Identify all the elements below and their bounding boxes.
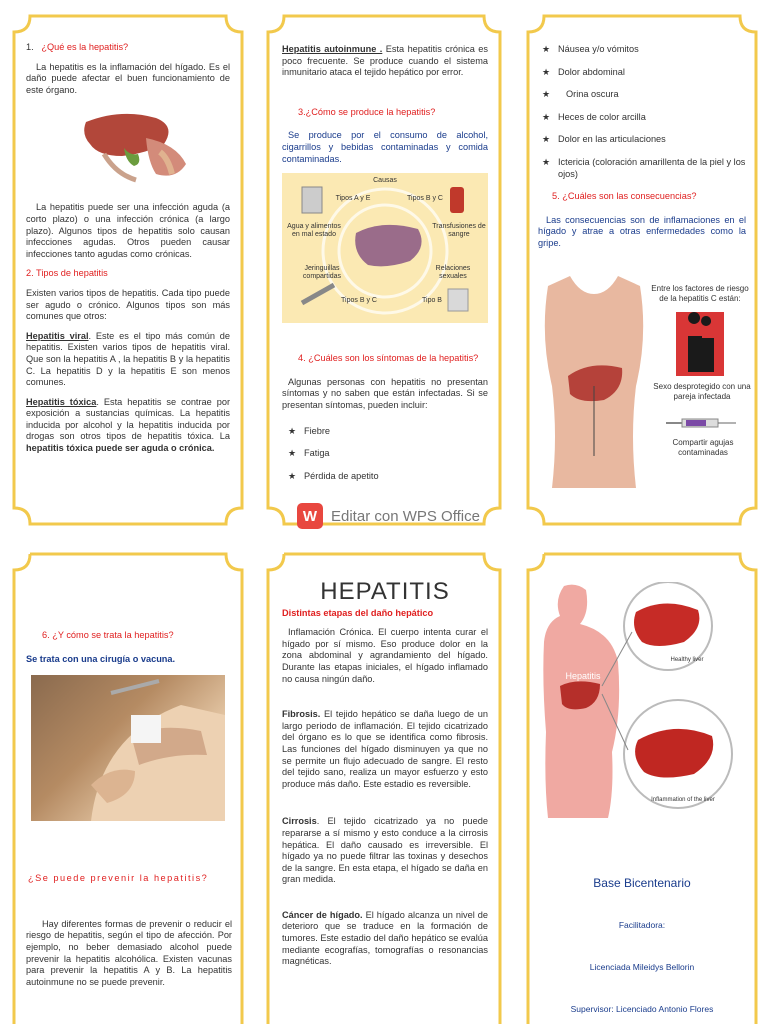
q6-title: 6. ¿Y cómo se trata la hepatitis?	[42, 630, 174, 640]
viral-text: . Este es el tipo más común de hepatitis. Existen varios tipos de hepatitis viral. Que son la hepatitis A , la hepatitis B y la hepatitis C. La hepatitis D y la hepatitis E son menos comunes.	[26, 330, 231, 388]
list-item	[540, 157, 746, 180]
prevent-text: Hay diferentes formas de prevenir o reducir el riesgo de hepatitis, según el tipo de afección. Por ejemplo, no beber demasiado alcohol puede prevenir la hepatitis alcohólica. Existen vacunas para prevenir la hepatitis A y B. La hepatitis autoinmune no se puede prevenir.	[26, 918, 232, 987]
star-icon: ★	[542, 111, 551, 122]
star-icon: ★	[542, 66, 551, 77]
q2-text: Existen varios tipos de hepatitis. Cada tipo puede ser agudo o crónico. Algunos tipos son más comunes que otros:	[26, 287, 230, 322]
symptom-label: Fatiga	[304, 448, 330, 459]
vaccination-photo	[31, 675, 225, 821]
risk-2: Compartir agujas contaminadas	[672, 438, 734, 457]
list-item	[286, 426, 488, 438]
liver-comparison-illustration	[542, 582, 742, 818]
symptom-label: Ictericia (coloración amarillenta de la piel y los ojos)	[558, 156, 746, 179]
cancer-label: Cáncer de hígado.	[282, 909, 363, 920]
diagram-label-types-bc: Tipos B y C	[407, 195, 443, 203]
body-label: Hepatitis	[565, 671, 601, 681]
list-item	[286, 448, 488, 460]
panel-6	[526, 552, 758, 1024]
star-icon: ★	[542, 156, 551, 167]
stage-cancer	[282, 910, 488, 968]
symptom-list-2	[538, 44, 746, 180]
toxic-paragraph	[26, 397, 230, 455]
list-item	[540, 112, 746, 124]
toxic-label: Hepatitis tóxica	[26, 396, 97, 407]
facilitator-name: Licenciada Mileidys Bellorin	[589, 962, 695, 972]
q1-text: La hepatitis es la inflamación del hígado. Es el daño puede afectar el buen funcionamiento de este órgano.	[26, 61, 230, 95]
symptom-label: Heces de color arcilla	[558, 111, 646, 122]
risk-title: Entre los factores de riesgo de la hepatitis C están:	[651, 284, 749, 303]
list-item	[540, 44, 746, 56]
autoimmune-paragraph	[282, 44, 488, 79]
cirrhosis-label: Cirrosis	[282, 816, 317, 827]
list-item	[540, 89, 746, 101]
star-icon: ★	[288, 425, 297, 436]
wps-watermark[interactable]	[297, 503, 480, 529]
q4-text: Algunas personas con hepatitis no presentan síntomas y no saben que están infectadas. Si se presentan síntomas, pueden incluir:	[282, 376, 488, 410]
healthy-liver-label: Healthy liver	[670, 657, 704, 663]
q5-text: Las consecuencias son de inflamaciones en el hígado y atrae a otras enfermedades como la gripe.	[538, 214, 746, 248]
liver-illustration	[26, 104, 230, 184]
panel-3	[526, 14, 758, 526]
panel-4	[12, 552, 244, 1024]
panel-2	[266, 14, 502, 526]
diagram-label-water: Agua y alimentos en mal estado	[287, 223, 341, 239]
symptom-list-1	[282, 426, 488, 483]
q2-title: 2. Tipos de hepatitis	[26, 268, 108, 279]
risk-1: Sexo desprotegido con una pareja infectada	[653, 382, 751, 401]
q1-title: ¿Qué es la hepatitis?	[41, 42, 129, 52]
facilitator-label: Facilitadora:	[618, 920, 666, 930]
q3-text: Se produce por el consumo de alcohol, cigarrillos y bebidas contaminadas y comida contaminadas.	[282, 130, 488, 164]
syringe-illustration	[666, 416, 736, 430]
star-icon: ★	[288, 448, 297, 459]
star-icon: ★	[542, 134, 551, 145]
symptom-label: Dolor abdominal	[558, 66, 625, 77]
toxic-bold: hepatitis tóxica puede ser aguda o crónica.	[26, 443, 215, 454]
wps-edit-link[interactable]: Editar con WPS Office	[331, 507, 480, 525]
autoimmune-label: Hepatitis autoinmune .	[282, 44, 383, 54]
list-item	[286, 471, 488, 483]
viral-paragraph	[26, 331, 230, 389]
fibrosis-text: El tejido hepático se daña luego de un largo periodo de inflamación. El tejido cicatrizado del órgano es lo que se identifica como fibrosis. Las funciones del hígado disminuyen ya que no se permite un flujo adecuado de sangre. El resto del tejido sano, realiza un mayor esfuerzo y esto produce más daño. Este estadio es reversible.	[282, 709, 488, 789]
couple-illustration	[676, 312, 724, 376]
q6-text: Se trata con una cirugía o vacuna.	[26, 653, 176, 664]
symptom-label: Pérdida de apetito	[304, 470, 379, 481]
diagram-label-syringes: Jeringuillas compartidas	[302, 265, 342, 281]
toxic-text: . Esta hepatitis se contrae por exposición a sustancias químicas. La hepatitis inducida por alcohol y la hepatitis inducida por drogas son otros tipos de hepatitis tóxica. La	[26, 396, 231, 442]
panel-5	[266, 552, 502, 1024]
q1-text-2: La hepatitis puede ser una infección aguda (a corto plazo) o una infección crónica (a largo plazo). Algunos tipos de hepatitis solo causan infecciones agudas. Otros pueden causar infecciones tanto agudas como crónicas.	[26, 202, 230, 259]
symptom-label: Orina oscura	[566, 89, 619, 100]
school-name: Base Bicentenario	[593, 876, 691, 890]
list-item	[540, 67, 746, 79]
star-icon: ★	[288, 470, 297, 481]
q3-title: 3.¿Cómo se produce la hepatitis?	[298, 106, 436, 117]
causes-diagram	[282, 173, 488, 323]
stage-cirrhosis	[282, 816, 488, 886]
fibrosis-label: Fibrosis.	[282, 709, 321, 720]
symptom-label: Náusea y/o vómitos	[558, 44, 639, 54]
wps-logo-icon: W	[297, 503, 323, 529]
inflamed-liver-label: Inflammation of the liver	[651, 797, 715, 803]
star-icon: ★	[542, 89, 551, 100]
stage-inflammation: Inflamación Crónica. El cuerpo intenta curar el hígado por sí mismo. Eso produce dolor en la zona abdominal y agrandamiento del hígado. Durante las etapas iniciales, el hígado inflamado no causa ningún daño.	[282, 627, 488, 684]
symptom-label: Fiebre	[304, 425, 331, 436]
subtitle: Distintas etapas del daño hepático	[282, 607, 434, 618]
supervisor-name: Supervisor: Licenciado Antonio Flores	[570, 1004, 714, 1014]
q1-number: 1.	[26, 42, 34, 52]
q5-title: 5. ¿Cuáles son las consecuencias?	[552, 191, 697, 202]
page-title: HEPATITIS	[320, 578, 450, 605]
diagram-title: Causas	[373, 177, 397, 185]
diagram-label-types-bc-2: Tipos B y C	[341, 297, 377, 305]
torso-illustration	[540, 276, 648, 488]
panel-1	[12, 14, 244, 526]
viral-label: Hepatitis viral	[26, 330, 89, 341]
q4-title: 4. ¿Cuáles son los síntomas de la hepatitis?	[298, 353, 479, 364]
cancer-text: El hígado alcanza un nivel de deterioro que se traduce en la formación de tumores. Este estadio del daño hepático se evalúa mediante ecografías, tomografías o resonancias magnéticas.	[282, 909, 488, 967]
diagram-label-types-ae: Tipos A y E	[335, 195, 371, 203]
autoimmune-text: Esta hepatitis crónica es poco frecuente. Se produce cuando el sistema inmunitario ataca el tejido hepático por error.	[282, 44, 488, 78]
list-item	[540, 134, 746, 146]
stage-fibrosis	[282, 709, 488, 790]
diagram-label-type-b: Tipo B	[422, 297, 442, 305]
diagram-label-sexual: Relaciones sexuales	[435, 265, 471, 281]
star-icon: ★	[542, 44, 551, 54]
cirrhosis-text: . El tejido cicatrizado ya no puede repararse a sí mismo y esto conduce a la cirrosis hepática. El daño causado es irreversible. El hígado ya no puede filtrar las toxinas y desechos de la sangre. En esta etapa, el hígado se daña en gran medida.	[282, 816, 488, 885]
symptom-label: Dolor en las articulaciones	[558, 134, 666, 145]
prevent-title: ¿Se puede prevenir la hepatitis?	[28, 873, 209, 884]
diagram-label-transfusions: Transfusiones de sangre	[432, 223, 486, 239]
